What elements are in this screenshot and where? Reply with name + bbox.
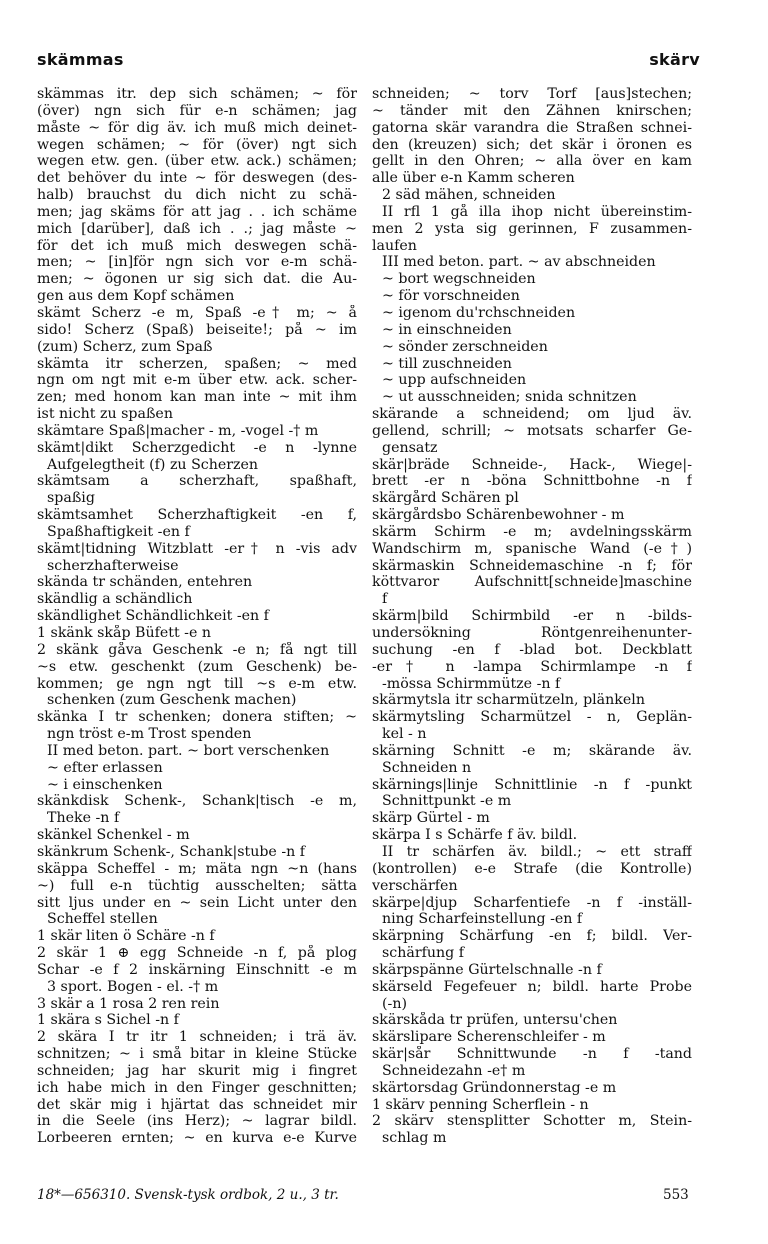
- entry-line: ~ igenom du'rchschneiden: [382, 304, 576, 321]
- entry-line: Theke -n f: [47, 810, 120, 827]
- entry-line: skändlig a schändlich: [37, 591, 193, 608]
- entry-line: skända tr schänden, entehren: [37, 574, 253, 591]
- entry-line: Spaßhaftigkeit -en f: [47, 523, 190, 540]
- entry-line: ~ in einschneiden: [382, 321, 512, 338]
- entry-line: brett -er n -böna Schnittbohne -n f: [372, 473, 692, 490]
- entry-line: Schar -e f 2 inskärning Einschnitt -e m: [37, 961, 357, 978]
- entry-line: verschärfen: [372, 877, 458, 894]
- entry-line: schneiden; ~ torv Torf [aus]stechen;: [372, 86, 692, 102]
- entry-line: laufen: [372, 237, 417, 254]
- entry-line: skärmytsla itr scharmützeln, plänkeln: [372, 692, 645, 709]
- entry-line: ngn tröst e-m Trost spenden: [47, 726, 252, 743]
- entry-line: kel - n: [382, 726, 427, 743]
- entry-line: gen aus dem Kopf schämen: [37, 288, 235, 305]
- entry-line: gellt in den Ohren; ~ alla över en kam: [372, 153, 692, 170]
- entry-line: köttvaror Aufschnitt[schneide]maschine: [372, 574, 692, 591]
- entry-line: Schneidezahn -e† m: [382, 1062, 526, 1079]
- entry-line: 1 skär liten ö Schäre -n f: [37, 928, 215, 945]
- entry-line: skärpning Schärfung -en f; bildl. Ver-: [372, 928, 692, 945]
- entry-line: skänkrum Schenk-, Schank|stube -n f: [37, 843, 306, 860]
- entry-line: 1 skärv penning Scherflein - n: [372, 1096, 589, 1113]
- entry-line: wegen etw. gen. (über etw. ack.) schämen;: [37, 153, 357, 170]
- entry-line: skärseld Fegefeuer n; bildl. harte Probe: [372, 978, 692, 995]
- entry-line: schneiden; jag har skurit mig i fingret: [37, 1062, 357, 1079]
- running-head-right: skärv: [649, 50, 700, 69]
- entry-line: Scheffel stellen: [47, 911, 158, 928]
- entry-line: 1 skänk skåp Büfett -e n: [37, 625, 212, 641]
- entry-line: 2 skänk gåva Geschenk -e n; få ngt till: [37, 641, 357, 658]
- entry-line: gatorna skär varandra die Straßen schnei-: [372, 119, 692, 136]
- entry-line: skärmytsling Scharmützel - n, Geplän-: [372, 709, 692, 726]
- entry-line: skärp Gürtel - m: [372, 810, 490, 827]
- entry-line: det behöver du inte ~ för deswegen (des-: [37, 170, 357, 187]
- entry-line: schnitzen; ~ i små bitar in kleine Stücke: [37, 1046, 357, 1063]
- entry-line: måste ~ för dig äv. ich muß mich deinet-: [37, 119, 357, 136]
- entry-line: Lorbeeren ernten; ~ en kurva e-e Kurve: [37, 1130, 357, 1147]
- entry-line: för det ich muß mich deswegen schä-: [37, 237, 357, 254]
- entry-line: 2 skärv stensplitter Schotter m, Stein-: [372, 1113, 692, 1130]
- entry-line: undersökning Röntgenreihenunter-: [372, 625, 692, 641]
- entry-line: II rfl 1 gå illa ihop nicht übereinstim-: [382, 203, 692, 220]
- entry-line: skärande a schneidend; om ljud äv.: [372, 406, 692, 423]
- entry-line: skärm Schirm -e m; avdelningsskärm: [372, 523, 692, 540]
- entry-line: ist nicht zu spaßen: [37, 406, 173, 423]
- entry-line: skärpa I s Schärfe f äv. bildl.: [372, 827, 578, 844]
- entry-line: det skär mig i hjärtat das schneidet mir: [37, 1096, 357, 1113]
- entry-line: -mössa Schirmmütze -n f: [382, 675, 561, 692]
- entry-line: 2 skär 1 ⊕ egg Schneide -n f, på plog: [37, 945, 357, 962]
- entry-line: ~s etw. geschenkt (zum Geschenk) be-: [37, 658, 357, 675]
- right-column: [372, 86, 692, 1147]
- entry-line: ~ för vorschneiden: [382, 288, 520, 305]
- entry-line: men; jag skäms för att jag . . ich schäme: [37, 203, 357, 220]
- entry-line: skäppa Scheffel - m; mäta ngn ~n (hans: [37, 860, 357, 877]
- entry-line: 1 skära s Sichel -n f: [37, 1012, 179, 1029]
- entry-line: skänkdisk Schenk-, Schank|tisch -e m,: [37, 793, 357, 810]
- footer-print-info: 18*—656310. Svensk-tysk ordbok, 2 u., 3 tr.: [37, 1187, 339, 1203]
- entry-line: ~ bort wegschneiden: [382, 271, 536, 288]
- entry-line: ~ sönder zerschneiden: [382, 338, 548, 355]
- entry-line: gensatz: [382, 439, 438, 456]
- entry-line: schlag m: [382, 1130, 447, 1147]
- page-number: 553: [663, 1187, 689, 1203]
- entry-line: kommen; ge ngn ngt till ~s e-m etw.: [37, 675, 357, 692]
- entry-line: sido! Scherz (Spaß) beiseite!; på ~ im: [37, 321, 357, 338]
- entry-line: ~ tänder mit den Zähnen knirschen;: [372, 102, 692, 119]
- entry-line: skärpe|djup Scharfentiefe -n f -inställ-: [372, 894, 692, 911]
- entry-line: skämtsam a scherzhaft, spaßhaft,: [37, 473, 357, 490]
- entry-line: II med beton. part. ~ bort verschenken: [47, 742, 330, 759]
- entry-line: 3 skär a 1 rosa 2 ren rein: [37, 995, 220, 1012]
- entry-line: Schneiden n: [382, 759, 472, 776]
- entry-line: schenken (zum Geschenk machen): [47, 692, 297, 709]
- entry-line: ngn om ngt mit e-m über etw. ack. scher-: [37, 372, 357, 389]
- entry-line: (-n): [382, 995, 408, 1012]
- entry-line: III med beton. part. ~ av abschneiden: [382, 254, 656, 271]
- entry-line: gellend, schrill; ~ motsats scharfer Ge-: [372, 422, 692, 439]
- entry-line: Wandschirm m, spanische Wand (-e†): [372, 540, 692, 557]
- entry-line: Schnittpunkt -e m: [382, 793, 512, 810]
- entry-line: skämtsamhet Scherzhaftigkeit -en f,: [37, 507, 357, 524]
- entry-line: skämt|tidning Witzblatt -er† n -vis adv: [37, 540, 357, 557]
- entry-line: schärfung f: [382, 945, 464, 962]
- entry-line: mich [darüber], daß ich . .; jag måste ~: [37, 220, 357, 237]
- entry-line: ning Scharfeinstellung -en f: [382, 911, 583, 928]
- entry-line: skärm|bild Schirmbild -er n -bilds-: [372, 608, 692, 625]
- entry-line: men 2 ysta sig gerinnen, F zusammen-: [372, 220, 692, 237]
- entry-line: in die Seele (ins Herz); ~ lagrar bildl.: [37, 1113, 357, 1130]
- entry-line: sitt ljus under en ~ sein Licht unter den: [37, 894, 357, 911]
- entry-line: scherzhafterweise: [47, 557, 179, 574]
- entry-line: ich habe mich in den Finger geschnitten;: [37, 1079, 357, 1096]
- entry-line: ~ upp aufschneiden: [382, 372, 527, 389]
- entry-line: 3 sport. Bogen - el. -† m: [47, 978, 219, 995]
- entry-line: Aufgelegtheit (f) zu Scherzen: [47, 456, 259, 473]
- entry-line: ~) full e-n tüchtig ausschelten; sätta: [37, 877, 357, 894]
- entry-line: skärtorsdag Gründonnerstag -e m: [372, 1079, 617, 1096]
- entry-line: skärgårdsbo Schärenbewohner - m: [372, 507, 625, 524]
- entry-line: wegen schämen; ~ för (över) ngt sich: [37, 136, 357, 153]
- entry-line: skärpspänne Gürtelschnalle -n f: [372, 961, 602, 978]
- entry-line: alle über e-n Kamm scheren: [372, 170, 575, 187]
- entry-line: zen; med honom kan man inte ~ mit ihm: [37, 389, 357, 406]
- entry-line: -er† n -lampa Schirmlampe -n f: [372, 658, 692, 675]
- entry-line: ~ ut ausschneiden; snida schnitzen: [382, 389, 637, 406]
- entry-line: men; ~ [in]för ngn sich vor e-m schä-: [37, 254, 357, 271]
- entry-line: skärskåda tr prüfen, untersu'chen: [372, 1012, 618, 1029]
- entry-line: skämmas itr. dep sich schämen; ~ för: [37, 86, 357, 102]
- entry-line: skärgård Schären pl: [372, 490, 519, 507]
- entry-line: skämta itr scherzen, spaßen; ~ med: [37, 355, 357, 372]
- running-head-left: skämmas: [37, 50, 124, 69]
- entry-line: ~ till zuschneiden: [382, 355, 512, 372]
- entry-line: (över) ngn sich für e-n schämen; jag: [37, 102, 357, 119]
- entry-line: skämt|dikt Scherzgedicht -e n -lynne: [37, 439, 357, 456]
- entry-line: suchung -en f -blad bot. Deckblatt: [372, 641, 692, 658]
- entry-line: 2 säd mähen, schneiden: [382, 187, 556, 204]
- entry-line: ~ efter erlassen: [47, 759, 163, 776]
- entry-line: skär|sår Schnittwunde -n f -tand: [372, 1046, 692, 1063]
- entry-line: men; ~ ögonen ur sig sich dat. die Au-: [37, 271, 357, 288]
- entry-line: (zum) Scherz, zum Spaß: [37, 338, 213, 355]
- entry-line: den (kreuzen) sich; det skär i öronen es: [372, 136, 692, 153]
- entry-line: skärslipare Scherenschleifer - m: [372, 1029, 606, 1046]
- entry-line: skänka I tr schenken; donera stiften; ~: [37, 709, 357, 726]
- entry-line: skär|bräde Schneide-, Hack-, Wiege|-: [372, 456, 692, 473]
- entry-line: skämt Scherz -e m, Spaß -e† m; ~ å: [37, 304, 357, 321]
- entry-line: halb) brauchst du dich nicht zu schä-: [37, 187, 357, 204]
- entry-line: skänkel Schenkel - m: [37, 827, 190, 844]
- entry-line: skändlighet Schändlichkeit -en f: [37, 608, 269, 625]
- entry-line: 2 skära I tr itr 1 schneiden; i trä äv.: [37, 1029, 357, 1046]
- entry-line: skämtare Spaß|macher - m, -vogel -† m: [37, 422, 319, 439]
- left-column: [37, 86, 357, 1147]
- entry-line: spaßig: [47, 490, 95, 507]
- entry-line: f: [382, 591, 388, 608]
- entry-line: ~ i einschenken: [47, 776, 163, 793]
- entry-line: II tr schärfen äv. bildl.; ~ ett straff: [382, 843, 692, 860]
- entry-line: skärmaskin Schneidemaschine -n f; för: [372, 557, 692, 574]
- entry-line: skärnings|linje Schnittlinie -n f -punkt: [372, 776, 692, 793]
- entry-line: (kontrollen) e-e Strafe (die Kontrolle): [372, 860, 692, 877]
- entry-line: skärning Schnitt -e m; skärande äv.: [372, 742, 692, 759]
